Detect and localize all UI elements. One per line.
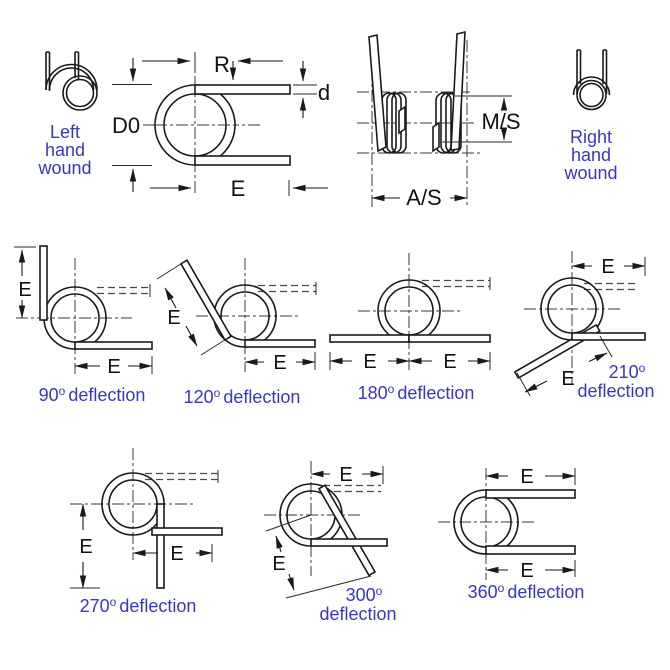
e-label: E bbox=[520, 466, 534, 488]
e-label: E bbox=[443, 351, 457, 373]
e-label: E bbox=[79, 536, 93, 558]
d0-label: D0 bbox=[111, 113, 141, 138]
right-wound-label-line2: hand bbox=[570, 145, 612, 165]
left-wound-label-line3: wound bbox=[38, 158, 92, 178]
moving-leg-up bbox=[40, 246, 47, 320]
fixed-leg-right bbox=[409, 335, 490, 342]
deflection-90-label: 90$^o$ deflection bbox=[38, 384, 146, 405]
coil-wire-end bbox=[399, 107, 405, 133]
e-label: E bbox=[561, 368, 575, 390]
ms-label: M/S bbox=[481, 109, 521, 134]
left-wound-label-line2: hand bbox=[44, 140, 86, 160]
deflection-300-label-word: deflection bbox=[319, 604, 397, 624]
e-label: E bbox=[273, 352, 287, 374]
deflection-180-label: 180$^o$ deflection bbox=[357, 382, 475, 403]
e-label: E bbox=[18, 279, 32, 301]
fixed-leg-right bbox=[152, 528, 222, 535]
left-wound-label-line1: Left bbox=[49, 122, 81, 142]
fixed-leg-right bbox=[311, 539, 387, 546]
right-wound-label-line1: Right bbox=[569, 127, 613, 147]
deflection-360-label: 360$^o$ deflection bbox=[467, 581, 585, 602]
as-label: A/S bbox=[406, 185, 442, 210]
e-label: E bbox=[107, 356, 121, 378]
fixed-leg-right bbox=[572, 333, 645, 340]
top-leg-right bbox=[486, 490, 575, 498]
d-label: d bbox=[317, 80, 331, 105]
e-label: E bbox=[167, 307, 181, 329]
deflection-210-label-word: deflection bbox=[577, 381, 655, 401]
e-label: E bbox=[601, 256, 615, 278]
top-leg bbox=[195, 85, 290, 94]
deflection-270-label: 270$^o$ deflection bbox=[79, 595, 197, 616]
e-label: E bbox=[170, 543, 184, 565]
e-label: E bbox=[339, 464, 353, 486]
fixed-leg-right bbox=[75, 342, 152, 349]
moving-leg-left bbox=[330, 335, 409, 342]
e-label: E bbox=[363, 351, 377, 373]
bottom-leg bbox=[195, 156, 290, 165]
deflection-300-label-angle: 300$^o$ bbox=[345, 584, 383, 605]
fixed-leg-right bbox=[245, 340, 315, 347]
right-wound-label-line3: wound bbox=[564, 163, 618, 183]
e-label: E bbox=[520, 560, 534, 582]
e-label: E bbox=[230, 176, 246, 201]
e-label: E bbox=[272, 553, 286, 575]
deflection-120-label: 120$^o$ deflection bbox=[183, 386, 301, 407]
r-label: R bbox=[214, 52, 230, 77]
bottom-leg-right bbox=[486, 546, 575, 554]
moving-leg-down bbox=[157, 504, 164, 588]
deflection-210-label-angle: 210$^o$ bbox=[608, 361, 646, 382]
coil-wire-end bbox=[433, 123, 439, 151]
